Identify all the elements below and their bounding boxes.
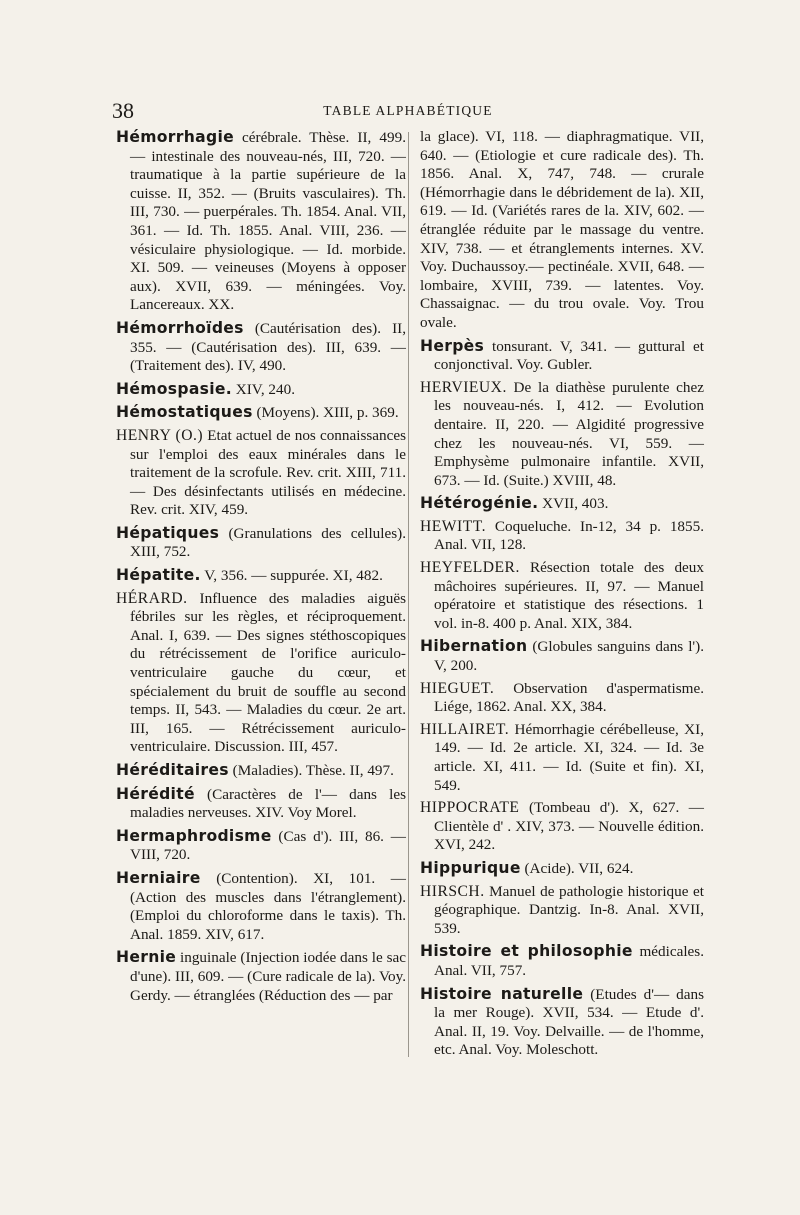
index-entry — [116, 524, 406, 562]
entry-headword: HIRSCH. — [420, 882, 485, 900]
entry-text: (Granulations des cellules). XIII, 752. — [130, 524, 406, 561]
column-divider — [408, 132, 409, 1057]
page-number: 38 — [112, 98, 134, 123]
entry-text: Coqueluche. In-12, 34 p. 1855. Anal. VII, 128. — [434, 517, 704, 554]
entry-text: De la diathèse purulente chez les nouveau-nés. I, 412. — Evolution dentaire. II, 220. — Algidité progressive chez les nouveau-nés. VI, 559. — Emphysème pulmonaire infantile. XVII, 673. — Id. (Suite.) XVIII, 48. — [434, 378, 704, 489]
entry-text: Hémorrhagie cérébelleuse, XI, 149. — Id. 2e article. XI, 324. — Id. 3e article. XI, 411. — Id. (Suite et fin). XI, 549. — [434, 720, 704, 794]
entry-headword: Histoire naturelle — [420, 984, 584, 1003]
index-entry — [420, 883, 704, 939]
entry-text: Résection totale des deux mâchoires supérieures. II, 97. — Manuel opératoire et statistique des résections. 1 vol. in-8. 400 p. Anal. XIX, 384. — [434, 559, 704, 632]
entry-text: inguinale (Injection iodée dans le sac d'une). III, 609. — (Cure radicale de la). Voy. Gerdy. — étranglées (Réduction des — par — [130, 949, 406, 1004]
index-entry — [116, 566, 406, 586]
entry-headword: HEWITT. — [420, 517, 486, 535]
entry-headword: Héréditaires — [116, 761, 229, 779]
index-entry — [420, 637, 704, 675]
right-column — [420, 128, 704, 1064]
entry-headword: Hémorrhoïdes — [116, 318, 244, 337]
entry-text: Manuel de pathologie historique et géographique. Dantzig. In-8. Anal. XVII, 539. — [434, 882, 704, 937]
index-entry — [420, 128, 704, 333]
entry-headword: Hernie — [116, 948, 177, 967]
entry-headword: HIEGUET. — [420, 679, 495, 697]
entry-text: (Etudes d'— dans la mer Rouge). XVII, 534. — Etude d'. Anal. II, 19. Voy. Delvaille. — de l'homme, etc. Anal. Voy. Moleschott. — [434, 985, 705, 1059]
entry-text: XIV, 240. — [231, 380, 295, 398]
index-entry — [116, 761, 406, 781]
entry-text: cérébrale. Thèse. II, 499. — intestinale des nouveau-nés, III, 720. — traumatique à la partie supérieure de la cuisse. II, 352. — (Bruits vasculaires). Th. III, 730. — puerpérales. Th. 1854. Anal. VII, 361. — Id. Th. 1855. Anal. VIII, 236. — vésiculaire physiologique. — Id. morbide. XI. 509. — veineuses (Moyens à opposer aux). XVII, 639. — méningées. Voy. Lancereaux. XX. — [130, 129, 406, 314]
entry-text: (Caractères de l'— dans les maladies nerveuses. XIV. Voy Morel. — [130, 785, 406, 822]
entry-headword: Hépatiques — [116, 523, 220, 542]
index-entry — [116, 827, 406, 865]
index-entry — [420, 799, 704, 855]
index-entry — [116, 427, 406, 520]
entry-headword: HÉRARD. — [116, 589, 188, 607]
entry-headword: Hippurique — [420, 858, 521, 877]
entry-headword: Hérédité — [116, 784, 195, 803]
index-entry — [420, 721, 704, 795]
entry-text: (Cas d'). III, 86. — VIII, 720. — [130, 827, 406, 864]
entry-text: tonsurant. V, 341. — guttural et conjonctival. Voy. Gubler. — [434, 337, 704, 374]
entry-headword: HIPPOCRATE — [420, 799, 520, 817]
entry-text: (Tombeau d'). X, 627. — Clientèle d' . XIV, 373. — Nouvelle édition. XVI, 242. — [434, 799, 704, 854]
index-entry — [116, 785, 406, 823]
index-entry — [116, 128, 406, 315]
entry-headword: HEYFELDER. — [420, 559, 520, 577]
index-entry — [420, 942, 704, 980]
index-entry — [420, 859, 704, 879]
entry-headword: Herniaire — [116, 868, 201, 887]
index-entry — [420, 559, 704, 633]
index-entry — [420, 337, 704, 375]
entry-headword: Herpès — [420, 336, 485, 355]
entry-headword: Hétérogénie. — [420, 494, 539, 513]
entry-text: XVII, 403. — [538, 495, 609, 513]
index-entry — [420, 985, 704, 1060]
index-entry — [116, 403, 406, 423]
entry-text: (Acide). VII, 624. — [520, 859, 634, 877]
entry-headword: HILLAIRET. — [420, 720, 510, 738]
index-entry — [420, 494, 704, 514]
entry-text: V, 356. — suppurée. XI, 482. — [200, 567, 383, 585]
entry-text: Influence des maladies aiguës fébriles sur les règles, et réciproquement. Anal. I, 639. — Des signes stéthoscopiques du rétrécissement de l'orifice auriculo-ventriculaire gauche du cœur, et spécialement du bruit de souffle au second temps. II, 543. — Maladies du cœur. 2e art. III, 165. — Rétrécissement auriculo-ventriculaire. Discussion. III, 457. — [130, 589, 406, 756]
entry-headword: Hépatite. — [116, 566, 201, 585]
page-header — [112, 98, 704, 124]
entry-text: (Globules sanguins dans l'). V, 200. — [434, 638, 704, 675]
entry-headword: Hémospasie. — [116, 379, 232, 398]
entry-headword: Hibernation — [420, 637, 528, 656]
entry-text: la glace). VI, 118. — diaphragmatique. VII, 640. — (Etiologie et cure radicale des). Th. 1856. Anal. X, 747, 748. — crurale (Hémorrhagie dans le débridement de la). XII, 619. — Id. (Variétés rares de la. XIV, 602. — étranglée réduite par le massage du ventre. XIV, 738. — et étranglements internes. XV. Voy. Duchaussoy.— pectinéale. XVII, 648. — lombaire, XVIII, 739. — latentes. Voy. Chassaignac. — du trou ovale. Voy. Trou ovale. — [420, 128, 704, 331]
entry-headword: HERVIEUX. — [420, 378, 507, 396]
entry-text: (Maladies). Thèse. II, 497. — [228, 762, 394, 779]
index-entry — [116, 869, 406, 944]
index-entry — [116, 319, 406, 376]
entry-headword: Hermaphrodisme — [116, 826, 272, 845]
entry-text: médicales. Anal. VII, 757. — [434, 943, 704, 979]
entry-headword: Hémostatiques — [116, 403, 253, 422]
entry-text: Observation d'aspermatisme. Liége, 1862. Anal. XX, 384. — [434, 679, 704, 716]
index-entry — [420, 379, 704, 491]
entry-text: (Cautérisation des). II, 355. — (Cautérisation des). III, 639. — (Traitement des). IV, 490. — [130, 319, 406, 375]
entry-text: (Moyens). XIII, p. 369. — [252, 404, 399, 422]
left-column — [116, 128, 406, 1009]
entry-text: (Contention). XI, 101. — (Action des muscles dans l'étranglement). (Emploi du chloroforme dans le taxis). Th. Anal. 1859. XIV, 617. — [130, 869, 406, 943]
entry-text: Etat actuel de nos connaissances sur l'emploi des eaux minérales dans le traitement de la scrofule. Rev. crit. XIII, 711. — Des désinfectants utilisés en médecine. Rev. crit. XIV, 459. — [130, 426, 406, 519]
entry-headword: Hémorrhagie — [116, 128, 234, 146]
entry-headword: Histoire et philosophie — [420, 942, 633, 961]
index-entry — [116, 948, 406, 1005]
index-entry — [420, 680, 704, 717]
index-entry — [116, 380, 406, 400]
entry-headword: HENRY (O.) — [116, 426, 204, 444]
running-title: TABLE ALPHABÉTIQUE — [323, 103, 493, 118]
index-entry — [116, 590, 406, 757]
index-entry — [420, 518, 704, 555]
